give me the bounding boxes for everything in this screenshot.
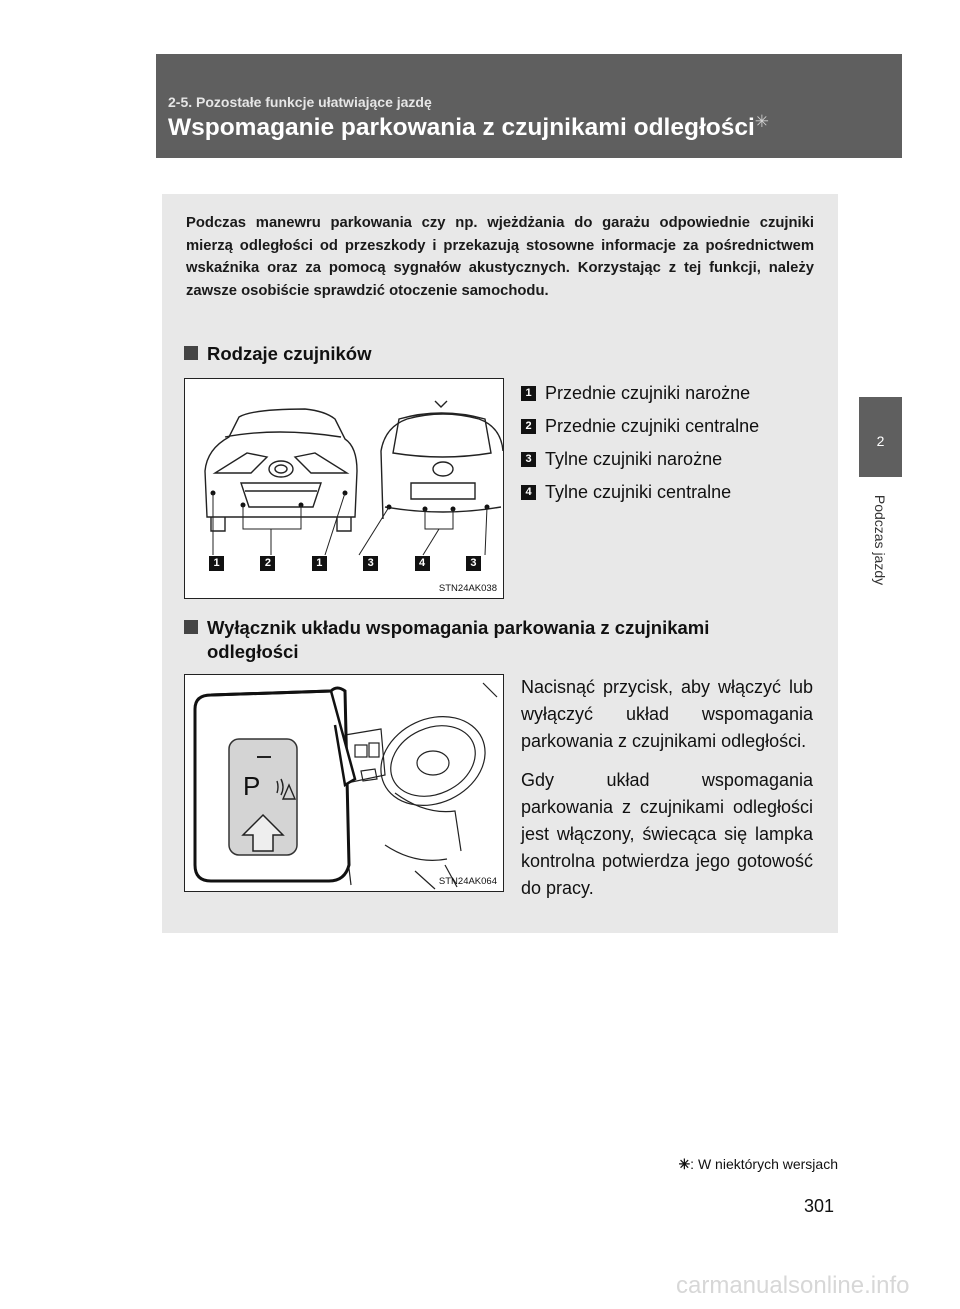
section-heading-switch (184, 616, 814, 664)
description-paragraph-1: Nacisnąć przycisk, aby włączyć lub wyłączyć układ wspomagania parkowania z czujnikami odległości. (521, 677, 813, 751)
asterisk-icon: ✳ (754, 112, 770, 131)
page-header (156, 54, 902, 158)
page-number: 301 (804, 1196, 835, 1216)
footnote-text: : W niektórych wersjach (690, 1156, 838, 1172)
intro-paragraph: Podczas manewru parkowania czy np. wjeżdżania do garażu odpowiednie czujniki mierzą odległości od przeszkody i przekazują stosowne informacje za pośrednictwem wskaźnika oraz za pomocą sygnałów akustycznych. Korzystając z tej funkcji, należy zawsze osobiście sprawdzić otoczenie samochodu. (186, 215, 814, 299)
sensor-figure (184, 378, 504, 599)
chapter-tab[interactable]: 2 (859, 397, 902, 477)
chapter-label-text: Podczas jazdy (872, 494, 888, 586)
marker-4: 4 (415, 556, 430, 571)
legend-number: 4 (521, 485, 536, 500)
marker-1: 1 (209, 556, 224, 571)
marker-3: 3 (466, 556, 481, 571)
legend-label: Przednie czujniki centralne (545, 416, 760, 436)
legend-item (521, 476, 759, 509)
legend-label: Tylne czujniki narożne (545, 449, 723, 469)
legend-number: 1 (521, 386, 536, 401)
legend-number: 2 (521, 419, 536, 434)
chapter-label (858, 480, 902, 620)
description-paragraph-2: Gdy układ wspomagania parkowania z czujnikami odległości jest włączony, świecąca się lampka kontrolna potwierdza jego gotowość do pracy. (521, 770, 813, 898)
marker-3: 3 (363, 556, 378, 571)
legend-label: Tylne czujniki centralne (545, 482, 732, 502)
section-heading-text: Rodzaje czujników (207, 343, 372, 364)
legend-label: Przednie czujniki narożne (545, 383, 751, 403)
legend-item (521, 377, 759, 410)
figure-code: STN24AK038 (438, 583, 497, 594)
asterisk-icon: ✳ (678, 1156, 691, 1172)
switch-figure (184, 674, 504, 892)
marker-1: 1 (312, 556, 327, 571)
section-breadcrumb: 2-5. Pozostałe funkcje ułatwiające jazdę (168, 94, 432, 110)
switch-description (521, 674, 813, 914)
footnote (678, 1156, 838, 1173)
bullet-square-icon (184, 620, 198, 634)
legend-item (521, 410, 759, 443)
switch-location-illustration (185, 675, 503, 891)
figure-markers (209, 556, 481, 572)
page-title (168, 114, 769, 142)
legend-item (521, 443, 759, 476)
legend-number: 3 (521, 452, 536, 467)
section-heading-sensors (184, 342, 371, 366)
section-heading-text-cont: odległości (207, 641, 299, 662)
title-text: Wspomaganie parkowania z czujnikami odległości (168, 114, 755, 141)
park-assist-button-label: P (243, 771, 261, 801)
figure-code: STN24AK064 (438, 876, 497, 887)
content-box (162, 194, 838, 933)
marker-2: 2 (260, 556, 275, 571)
sensor-legend (521, 377, 759, 509)
watermark: carmanualsonline.info (676, 1272, 910, 1299)
bullet-square-icon (184, 346, 198, 360)
section-heading-text: Wyłącznik układu wspomagania parkowania z czujnikami (207, 617, 710, 638)
